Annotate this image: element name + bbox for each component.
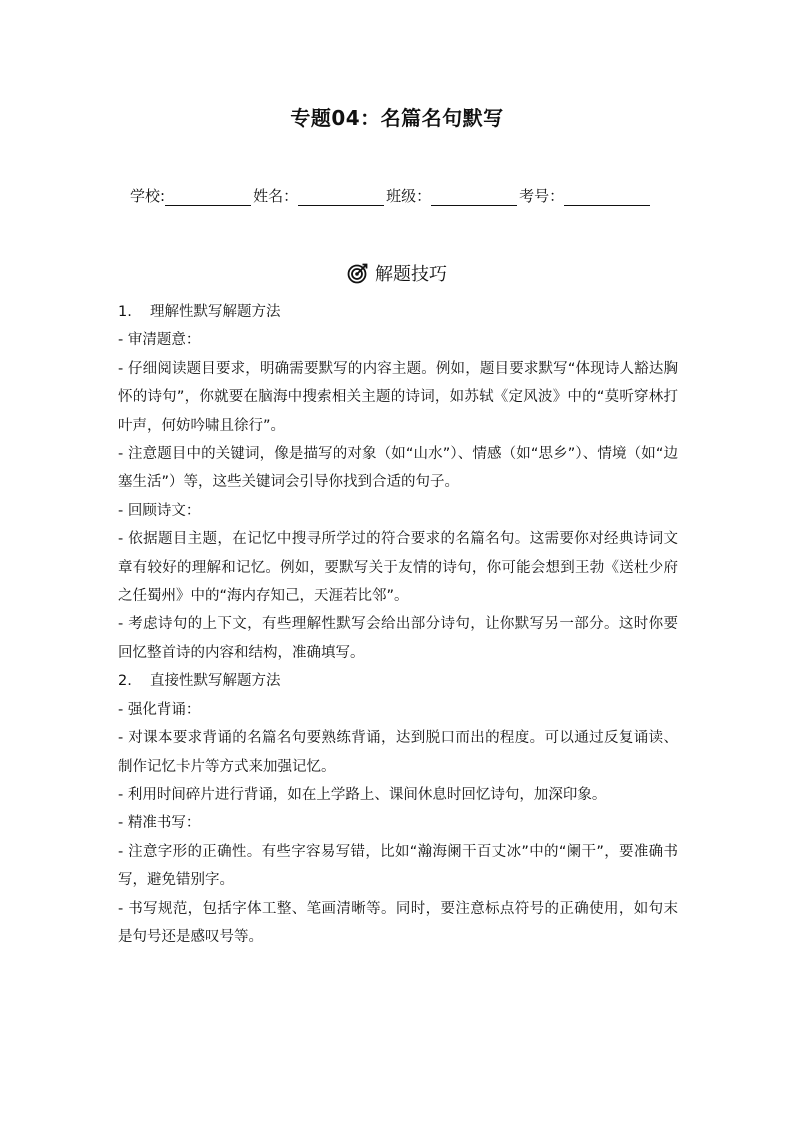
document-title: 专题04：名篇名句默写	[290, 106, 504, 130]
section1-sub1: - 审清题意：	[118, 332, 201, 349]
section1-heading-text: 理解性默写解题方法	[150, 304, 281, 320]
section2-sub1: - 强化背诵：	[118, 701, 201, 718]
section1-heading	[118, 298, 678, 326]
class-label: 班级：	[386, 187, 432, 205]
section2-sub2-paragraph2: - 书写规范，包括字体工整、笔画清晰等。同时，要注意标点符号的正确使用，如句末是句号还是感叹号等。	[118, 900, 678, 945]
section-heading	[0, 260, 794, 286]
section1-sub1-paragraph2: - 注意题目中的关键词，像是描写的对象（如“山水”）、情感（如“思乡”）、情境（如“边塞生活”）等，这些关键词会引导你找到合适的句子。	[118, 446, 678, 491]
school-blank[interactable]	[165, 190, 251, 206]
section-heading-text: 解题技巧	[375, 264, 447, 285]
section1-sub2-paragraph1: - 依据题目主题，在记忆中搜寻所学过的符合要求的名篇名句。这需要你对经典诗词文章有较好的理解和记忆。例如，要默写关于友情的诗句，你可能会想到王勃《送杜少府之任蜀州》中的“海内存知己，天涯若比邻”。	[118, 531, 678, 605]
exam-number-label: 考号：	[519, 187, 565, 205]
name-blank[interactable]	[298, 190, 384, 206]
section2-sub2: - 精准书写：	[118, 815, 201, 832]
section1-sub2-paragraph2: - 考虑诗句的上下文，有些理解性默写会给出部分诗句，让你默写另一部分。这时你要回忆整首诗的内容和结构，准确填写。	[118, 616, 678, 661]
section2-number: 2.	[118, 673, 132, 690]
section1-number: 1.	[118, 304, 132, 320]
document-content	[118, 298, 678, 951]
section2-sub1-paragraph1: - 对课本要求背诵的名篇名句要熟练背诵，达到脱口而出的程度。可以通过反复诵读、制作记忆卡片等方式来加强记忆。	[118, 730, 678, 775]
section2-sub2-paragraph1: - 注意字形的正确性。有些字容易写错，比如“瀚海阑干百丈冰”中的“阑干”，要准确书写，避免错别字。	[118, 843, 678, 889]
section2-heading	[118, 667, 678, 695]
class-blank[interactable]	[431, 190, 517, 206]
section1-sub1-paragraph1: - 仔细阅读题目要求，明确需要默写的内容主题。例如，题目要求默写“体现诗人豁达胸怀的诗句”，你就要在脑海中搜索相关主题的诗词，如苏轼《定风波》中的“莫听穿林打叶声，何妨吟啸且徐行”。	[118, 360, 678, 434]
school-label: 学校:	[130, 187, 166, 205]
exam-number-blank[interactable]	[564, 190, 650, 206]
section2-heading-text: 直接性默写解题方法	[150, 673, 281, 690]
target-icon	[347, 262, 369, 284]
student-info-row	[130, 185, 652, 206]
name-label: 姓名：	[253, 187, 299, 205]
section1-sub2: - 回顾诗文：	[118, 502, 201, 519]
section2-sub1-paragraph2: - 利用时间碎片进行背诵，如在上学路上、课间休息时回忆诗句，加深印象。	[118, 786, 607, 803]
